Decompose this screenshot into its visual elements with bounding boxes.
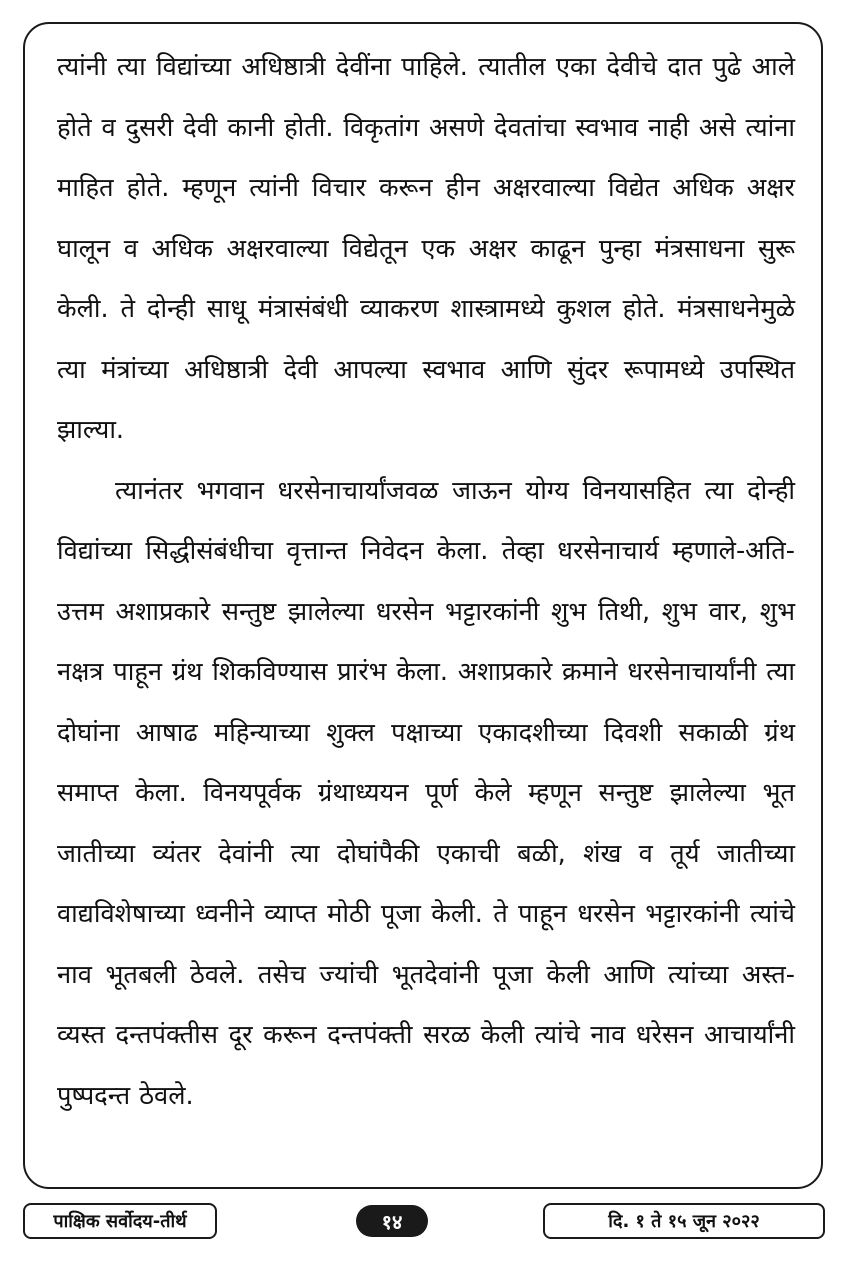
paragraph-2: त्यानंतर भगवान धरसेनाचार्यांजवळ जाऊन योग्य विनयासहित त्या दोन्ही विद्यांच्या सिद्धीसंबंधीचा वृत्तान्त निवेदन केला. तेव्हा धरसेनाचार्य म्हणाले-अति-उत्तम अशाप्रकारे सन्तुष्ट झालेल्या धरसेन भट्टारकांनी शुभ तिथी, शुभ वार, शुभ नक्षत्र पाहून ग्रंथ शिकविण्यास प्रारंभ केला. अशाप्रकारे क्रमाने धरसेनाचार्यांनी त्या दोघांना आषाढ महिन्याच्या शुक्ल पक्षाच्या एकादशीच्या दिवशी सकाळी ग्रंथ समाप्त केला. विनयपूर्वक ग्रंथाध्ययन पूर्ण केले म्हणून सन्तुष्ट झालेल्या भूत जातीच्या व्यंतर देवांनी त्या दोघांपैकी एकाची बळी, शंख व तूर्य जातीच्या वाद्यविशेषाच्या ध्वनीने व्याप्त मोठी पूजा केली. ते पाहून धरसेन भट्टारकांनी त्यांचे नाव भूतबली ठेवले. तसेच ज्यांची भूतदेवांनी पूजा केली आणि त्यांच्या अस्त-व्यस्त दन्तपंक्तीस दूर करून दन्तपंक्ती सरळ केली त्यांचे नाव धरेसन आचार्यांनी पुष्पदन्त ठेवले. xyxy=(57,475,795,1111)
issue-date: दि. १ ते १५ जून २०२२ xyxy=(543,1203,825,1239)
page-number-badge: १४ xyxy=(356,1205,428,1237)
publication-name: पाक्षिक सर्वोदय-तीर्थ xyxy=(23,1203,217,1239)
article-body xyxy=(57,37,795,1126)
paragraph-1: त्यांनी त्या विद्यांच्या अधिष्ठात्री देवींना पाहिले. त्यातील एका देवीचे दात पुढे आले होते व दुसरी देवी कानी होती. विकृतांग असणे देवतांचा स्वभाव नाही असे त्यांना माहित होते. म्हणून त्यांनी विचार करून हीन अक्षरवाल्या विद्येत अधिक अक्षर घालून व अधिक अक्षरवाल्या विद्येतून एक अक्षर काढून पुन्हा मंत्रसाधना सुरू केली. ते दोन्ही साधू मंत्रासंबंधी व्याकरण शास्त्रामध्ये कुशल होते. मंत्रसाधनेमुळे त्या मंत्रांच्या अधिष्ठात्री देवी आपल्या स्वभाव आणि सुंदर रूपामध्ये उपस्थित झाल्या. xyxy=(57,52,795,445)
